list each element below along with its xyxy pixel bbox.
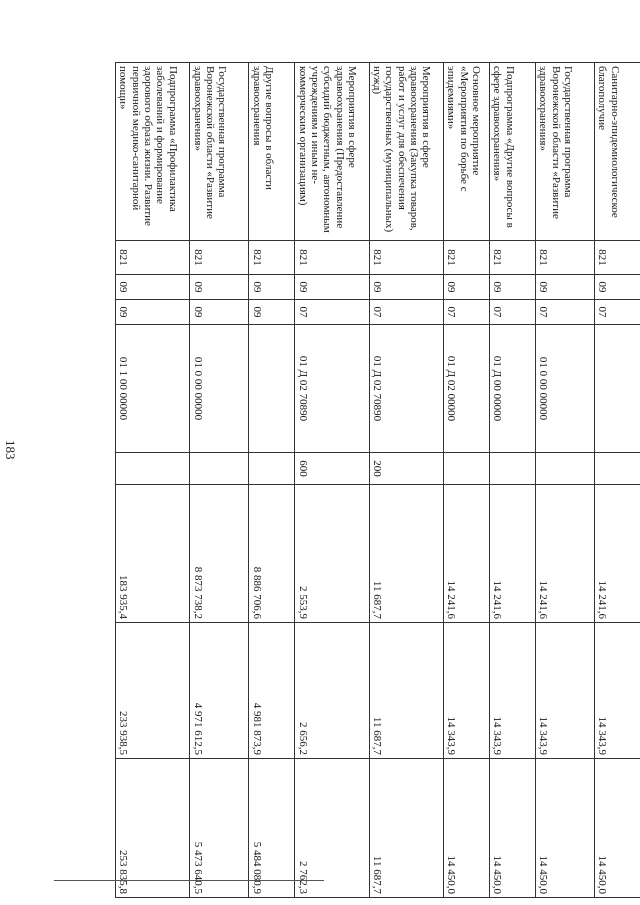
ved-code: 821 [295,241,369,275]
expense-type-code [249,453,295,485]
rotated-table-container [115,62,640,897]
amount-year-3: 2 762,3 [295,759,369,898]
row-name: Подпрограмма «Другие вопросы в сфере здравоохранения» [490,63,536,241]
ved-code: 821 [116,241,190,275]
amount-year-3: 14 450,0 [490,759,536,898]
section-code: 09 [190,275,249,300]
amount-year-1: 183 935,4 [116,485,190,623]
amount-year-2: 233 938,5 [116,623,190,759]
table-row [444,63,490,898]
amount-year-3: 253 835,8 [116,759,190,898]
amount-year-3: 5 484 080,9 [249,759,295,898]
section-code: 09 [295,275,369,300]
section-code: 09 [490,275,536,300]
expense-type-code [190,453,249,485]
subsection-code: 07 [536,300,595,325]
subsection-code: 07 [595,300,640,325]
budget-table [115,62,640,898]
section-code: 09 [595,275,640,300]
row-name: Санитарно-эпидемиологическое благополучие [595,63,640,241]
table-body [116,63,640,898]
expense-type-code [595,453,640,485]
subsection-code: 07 [369,300,443,325]
target-article-code: 01 Д 00 00000 [490,325,536,453]
subsection-code: 07 [444,300,490,325]
ved-code: 821 [444,241,490,275]
ved-code: 821 [490,241,536,275]
ved-code: 821 [369,241,443,275]
amount-year-3: 5 473 640,5 [190,759,249,898]
ved-code: 821 [190,241,249,275]
expense-type-code [444,453,490,485]
table-row [536,63,595,898]
table-row [490,63,536,898]
amount-year-1: 14 241,6 [490,485,536,623]
amount-year-2: 14 343,9 [444,623,490,759]
expense-type-code [490,453,536,485]
amount-year-2: 14 343,9 [595,623,640,759]
amount-year-3: 14 450,0 [595,759,640,898]
subsection-code: 09 [116,300,190,325]
page-number: 183 [3,440,18,460]
target-article-code: 01 Д 02 70890 [295,325,369,453]
target-article-code: 01 0 00 00000 [536,325,595,453]
subsection-code: 09 [249,300,295,325]
expense-type-code: 200 [369,453,443,485]
target-article-code [595,325,640,453]
expense-type-code [536,453,595,485]
amount-year-2: 14 343,9 [536,623,595,759]
section-code: 09 [444,275,490,300]
amount-year-1: 14 241,6 [536,485,595,623]
expense-type-code [116,453,190,485]
target-article-code [249,325,295,453]
section-code: 09 [249,275,295,300]
table-row [116,63,190,898]
table-row [369,63,443,898]
section-code: 09 [536,275,595,300]
section-code: 09 [116,275,190,300]
target-article-code: 01 Д 02 70890 [369,325,443,453]
amount-year-1: 14 241,6 [444,485,490,623]
section-code: 09 [369,275,443,300]
amount-year-1: 8 886 706,6 [249,485,295,623]
ved-code: 821 [595,241,640,275]
expense-type-code: 600 [295,453,369,485]
ved-code: 821 [249,241,295,275]
amount-year-2: 11 687,7 [369,623,443,759]
table-row [249,63,295,898]
amount-year-2: 2 656,2 [295,623,369,759]
amount-year-3: 11 687,7 [369,759,443,898]
amount-year-1: 2 553,9 [295,485,369,623]
target-article-code: 01 0 00 00000 [190,325,249,453]
row-name: Другие вопросы в области здравоохранения [249,63,295,241]
row-name: Мероприятия в сфере здравоохранения (Закупка товаров, работ и услуг для обеспечения государственных (муниципальных) нужд) [369,63,443,241]
subsection-code: 07 [295,300,369,325]
row-name: Основное мероприятие «Мероприятия по борьбе с эпидемиями» [444,63,490,241]
amount-year-1: 14 241,6 [595,485,640,623]
row-name: Мероприятия в сфере здравоохранения (Предоставление субсидий бюджетным, автономным учреждениям и иным некоммерческим организациям) [295,63,369,241]
amount-year-3: 14 450,0 [536,759,595,898]
amount-year-1: 11 687,7 [369,485,443,623]
row-name: Государственная программа Воронежской области «Развитие здравоохранения» [190,63,249,241]
ved-code: 821 [536,241,595,275]
table-row [190,63,249,898]
row-name: Государственная программа Воронежской области «Развитие здравоохранения» [536,63,595,241]
table-row [295,63,369,898]
amount-year-1: 8 873 738,2 [190,485,249,623]
amount-year-3: 14 450,0 [444,759,490,898]
amount-year-2: 4 971 612,5 [190,623,249,759]
row-name: Подпрограмма «Профилактика заболеваний и формирование здорового образа жизни. Развитие первичной медико-санитарной помощи» [116,63,190,241]
footer-rule [54,880,324,881]
amount-year-2: 14 343,9 [490,623,536,759]
table-row [595,63,640,898]
subsection-code: 07 [490,300,536,325]
target-article-code: 01 Д 02 00000 [444,325,490,453]
amount-year-2: 4 981 873,9 [249,623,295,759]
subsection-code: 09 [190,300,249,325]
target-article-code: 01 1 00 00000 [116,325,190,453]
